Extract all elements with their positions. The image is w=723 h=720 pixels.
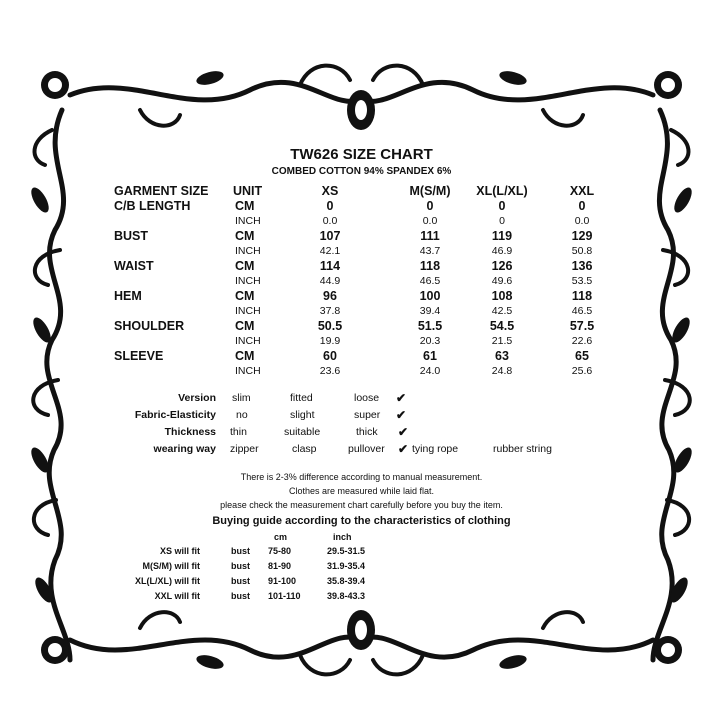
- size-header-m: M(S/M): [409, 184, 451, 198]
- guide-fit: XL(L/XL) will fit: [135, 576, 200, 586]
- cm-value: 0: [426, 199, 434, 213]
- inch-value: 42.1: [319, 245, 341, 257]
- guide-inch: 29.5-31.5: [327, 546, 366, 556]
- inch-value: 24.0: [419, 365, 441, 377]
- option-value: fitted: [290, 392, 313, 404]
- check-icon: ✔: [396, 408, 407, 422]
- note-check-chart: please check the measurement chart carefully before you buy the item.: [220, 500, 503, 510]
- inch-value: 49.6: [491, 275, 513, 287]
- cm-value: 65: [575, 349, 589, 363]
- cm-value: 57.5: [569, 319, 595, 333]
- option-value: slim: [232, 392, 251, 404]
- option-label: Fabric-Elasticity: [134, 409, 216, 421]
- option-value: pullover: [348, 443, 385, 455]
- unit-cm: CM: [235, 199, 255, 213]
- guide-inch: 35.8-39.4: [327, 576, 366, 586]
- garment-size-header: GARMENT SIZE: [114, 184, 209, 198]
- option-label: Thickness: [164, 426, 216, 438]
- inch-value: 46.9: [491, 245, 513, 257]
- inch-value: 21.5: [491, 335, 513, 347]
- guide-col-inch: inch: [333, 532, 352, 542]
- guide-col-cm: cm: [274, 532, 288, 542]
- cm-value: 60: [323, 349, 337, 363]
- check-icon: ✔: [398, 425, 409, 439]
- note-laid-flat: Clothes are measured while laid flat.: [288, 486, 435, 496]
- option-value: thick: [356, 426, 378, 438]
- option-value: rubber string: [493, 443, 552, 455]
- inch-value: 50.8: [571, 245, 593, 257]
- guide-cm: 101-110: [268, 591, 301, 601]
- inch-value: 42.5: [491, 305, 513, 317]
- inch-value: 24.8: [491, 365, 513, 377]
- inch-value: 20.3: [419, 335, 441, 347]
- check-icon: ✔: [398, 442, 409, 456]
- chart-title: TW626 SIZE CHART: [290, 146, 433, 163]
- cm-value: 136: [571, 259, 593, 273]
- inch-value: 37.8: [319, 305, 341, 317]
- inch-value: 23.6: [319, 365, 341, 377]
- inch-value: 0.0: [422, 215, 438, 227]
- cm-value: 0: [578, 199, 586, 213]
- guide-inch: 31.9-35.4: [327, 561, 366, 571]
- cm-value: 126: [491, 259, 513, 273]
- option-label: wearing way: [153, 443, 216, 455]
- inch-value: 0.0: [574, 215, 590, 227]
- cm-value: 51.5: [417, 319, 443, 333]
- unit-inch: INCH: [235, 275, 261, 287]
- option-value: slight: [290, 409, 315, 421]
- unit-cm: CM: [235, 259, 255, 273]
- row-label: HEM: [114, 289, 142, 303]
- row-label: SHOULDER: [114, 319, 185, 333]
- inch-value: 25.6: [571, 365, 593, 377]
- option-value: suitable: [284, 426, 321, 438]
- size-header-xl: XL(L/XL): [476, 184, 528, 198]
- unit-inch: INCH: [235, 215, 261, 227]
- guide-fit: M(S/M) will fit: [142, 561, 200, 571]
- unit-inch: INCH: [235, 365, 261, 377]
- cm-value: 107: [319, 229, 341, 243]
- cm-value: 119: [491, 229, 513, 243]
- inch-value: 43.7: [419, 245, 441, 257]
- cm-value: 0: [498, 199, 506, 213]
- option-value: tying rope: [412, 443, 459, 455]
- guide-part: bust: [231, 576, 250, 586]
- check-icon: ✔: [396, 391, 407, 405]
- unit-cm: CM: [235, 319, 255, 333]
- cm-value: 50.5: [317, 319, 343, 333]
- guide-fit: XXL will fit: [154, 591, 200, 601]
- guide-part: bust: [231, 591, 250, 601]
- cm-value: 96: [323, 289, 337, 303]
- size-header-xs: XS: [321, 184, 339, 198]
- size-header-xxl: XXL: [569, 184, 595, 198]
- cm-value: 111: [420, 229, 440, 243]
- unit-inch: INCH: [235, 335, 261, 347]
- inch-value: 44.9: [319, 275, 341, 287]
- row-label: WAIST: [114, 259, 154, 273]
- option-value: clasp: [292, 443, 317, 455]
- unit-cm: CM: [235, 229, 255, 243]
- inch-value: 19.9: [319, 335, 341, 347]
- guide-part: bust: [231, 546, 250, 556]
- inch-value: 46.5: [419, 275, 441, 287]
- inch-value: 46.5: [571, 305, 593, 317]
- row-label: BUST: [114, 229, 149, 243]
- cm-value: 100: [419, 289, 441, 303]
- guide-cm: 75-80: [268, 546, 292, 556]
- note-difference: There is 2-3% difference according to manual measurement.: [240, 472, 483, 482]
- cm-value: 118: [571, 289, 593, 303]
- guide-inch: 39.8-43.3: [327, 591, 366, 601]
- cm-value: 0: [326, 199, 334, 213]
- option-value: super: [354, 409, 381, 421]
- cm-value: 118: [419, 259, 441, 273]
- inch-value: 22.6: [571, 335, 593, 347]
- inch-value: 53.5: [571, 275, 593, 287]
- guide-cm: 81-90: [268, 561, 292, 571]
- option-value: zipper: [230, 443, 259, 455]
- cm-value: 61: [423, 349, 437, 363]
- row-label: SLEEVE: [114, 349, 164, 363]
- guide-part: bust: [231, 561, 250, 571]
- inch-value: 0: [499, 215, 505, 227]
- unit-cm: CM: [235, 289, 255, 303]
- unit-inch: INCH: [235, 245, 261, 257]
- cm-value: 54.5: [489, 319, 515, 333]
- unit-cm: CM: [235, 349, 255, 363]
- option-value: thin: [230, 426, 247, 438]
- guide-cm: 91-100: [268, 576, 297, 586]
- row-label: C/B LENGTH: [114, 199, 191, 213]
- option-value: loose: [354, 392, 380, 404]
- cm-value: 129: [571, 229, 593, 243]
- fabric-composition: COMBED COTTON 94% SPANDEX 6%: [271, 166, 452, 177]
- cm-value: 108: [491, 289, 513, 303]
- option-value: no: [236, 409, 248, 421]
- inch-value: 39.4: [419, 305, 441, 317]
- inch-value: 0.0: [322, 215, 338, 227]
- cm-value: 63: [495, 349, 509, 363]
- unit-inch: INCH: [235, 305, 261, 317]
- guide-fit: XS will fit: [159, 546, 200, 556]
- buying-guide-title: Buying guide according to the characteristics of clothing: [212, 515, 511, 527]
- cm-value: 114: [319, 259, 341, 273]
- unit-header: UNIT: [233, 184, 263, 198]
- option-label: Version: [178, 392, 216, 404]
